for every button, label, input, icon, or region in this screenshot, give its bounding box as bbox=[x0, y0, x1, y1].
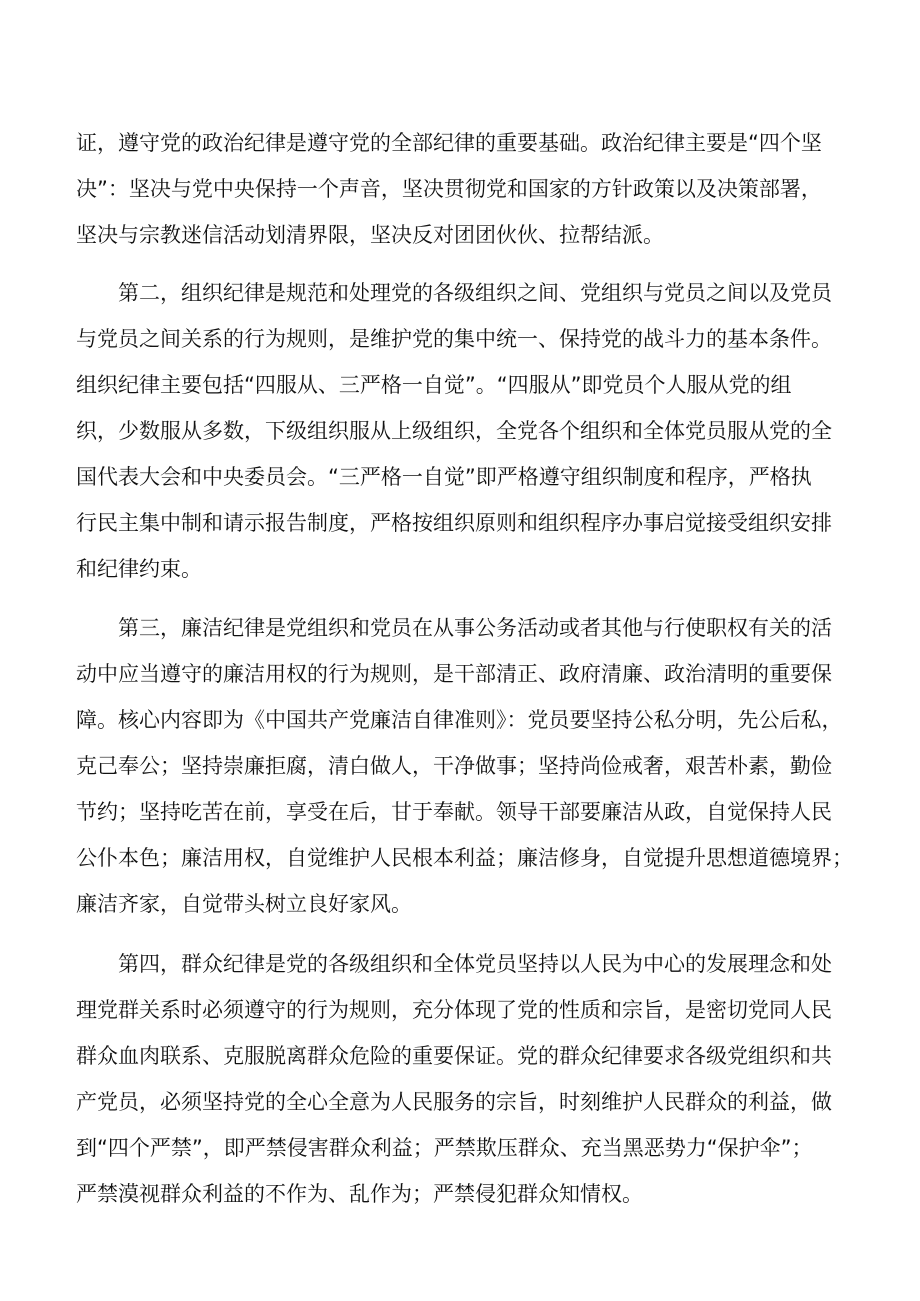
paragraph-2-line-1: 第二，组织纪律是规范和处理党的各级组织之间、党组织与党员之间以及党员 bbox=[118, 281, 832, 305]
paragraph-3-line-4: 克己奉公；坚持崇廉拒腐，清白做人，干净做事；坚持尚俭戒奢，艰苦朴素，勤俭 bbox=[76, 754, 832, 778]
paragraph-4-line-2: 理党群关系时必须遵守的行为规则，充分体现了党的性质和宗旨，是密切党同人民 bbox=[76, 998, 832, 1022]
paragraph-3-line-5: 节约；坚持吃苦在前，享受在后，甘于奉献。领导干部要廉洁从政，自觉保持人民 bbox=[76, 800, 832, 824]
paragraph-4-line-3: 群众血肉联系、克服脱离群众危险的重要保证。党的群众纪律要求各级党组织和共 bbox=[76, 1044, 832, 1068]
paragraph-2-line-4: 织，少数服从多数，下级组织服从上级组织，全党各个组织和全体党员服从党的全 bbox=[76, 419, 832, 443]
paragraph-4-line-5: 到“四个严禁”，即严禁侵害群众利益；严禁欺压群众、充当黑恶势力“保护伞”； bbox=[76, 1136, 813, 1160]
paragraph-4-line-4: 产党员，必须坚持党的全心全意为人民服务的宗旨，时刻维护人民群众的利益，做 bbox=[76, 1090, 832, 1114]
paragraph-3-line-2: 动中应当遵守的廉洁用权的行为规则，是干部清正、政府清廉、政治清明的重要保 bbox=[76, 662, 832, 686]
paragraph-2-line-7: 和纪律约束。 bbox=[76, 557, 202, 581]
paragraph-1-line-2: 决”：坚决与党中央保持一个声音，坚决贯彻党和国家的方针政策以及决策部署， bbox=[76, 177, 822, 201]
paragraph-1-line-1: 证，遵守党的政治纪律是遵守党的全部纪律的重要基础。政治纪律主要是“四个坚 bbox=[76, 131, 822, 155]
paragraph-1-line-3: 坚决与宗教迷信活动划清界限，坚决反对团团伙伙、拉帮结派。 bbox=[76, 223, 664, 247]
paragraph-3-line-1: 第三，廉洁纪律是党组织和党员在从事公务活动或者其他与行使职权有关的活 bbox=[118, 616, 832, 640]
paragraph-2-line-5: 国代表大会和中央委员会。“三严格一自觉”即严格遵守组织制度和程序，严格执 bbox=[76, 465, 812, 489]
paragraph-4-line-1: 第四，群众纪律是党的各级组织和全体党员坚持以人民为中心的发展理念和处 bbox=[118, 952, 832, 976]
paragraph-4-line-6: 严禁漠视群众利益的不作为、乱作为；严禁侵犯群众知情权。 bbox=[76, 1182, 643, 1206]
paragraph-3-line-6: 公仆本色；廉洁用权，自觉维护人民根本利益；廉洁修身，自觉提升思想道德境界； bbox=[76, 846, 853, 870]
paragraph-3-line-3: 障。核心内容即为《中国共产党廉洁自律准则》：党员要坚持公私分明，先公后私， bbox=[76, 708, 843, 732]
paragraph-2-line-3: 组织纪律主要包括“四服从、三严格一自觉”。“四服从”即党员个人服从党的组 bbox=[76, 373, 792, 397]
paragraph-3-line-7: 廉洁齐家，自觉带头树立良好家风。 bbox=[76, 892, 412, 916]
paragraph-2-line-2: 与党员之间关系的行为规则，是维护党的集中统一、保持党的战斗力的基本条件。 bbox=[76, 327, 832, 351]
paragraph-2-line-6: 行民主集中制和请示报告制度，严格按组织原则和组织程序办事启觉接受组织安排 bbox=[76, 511, 832, 535]
